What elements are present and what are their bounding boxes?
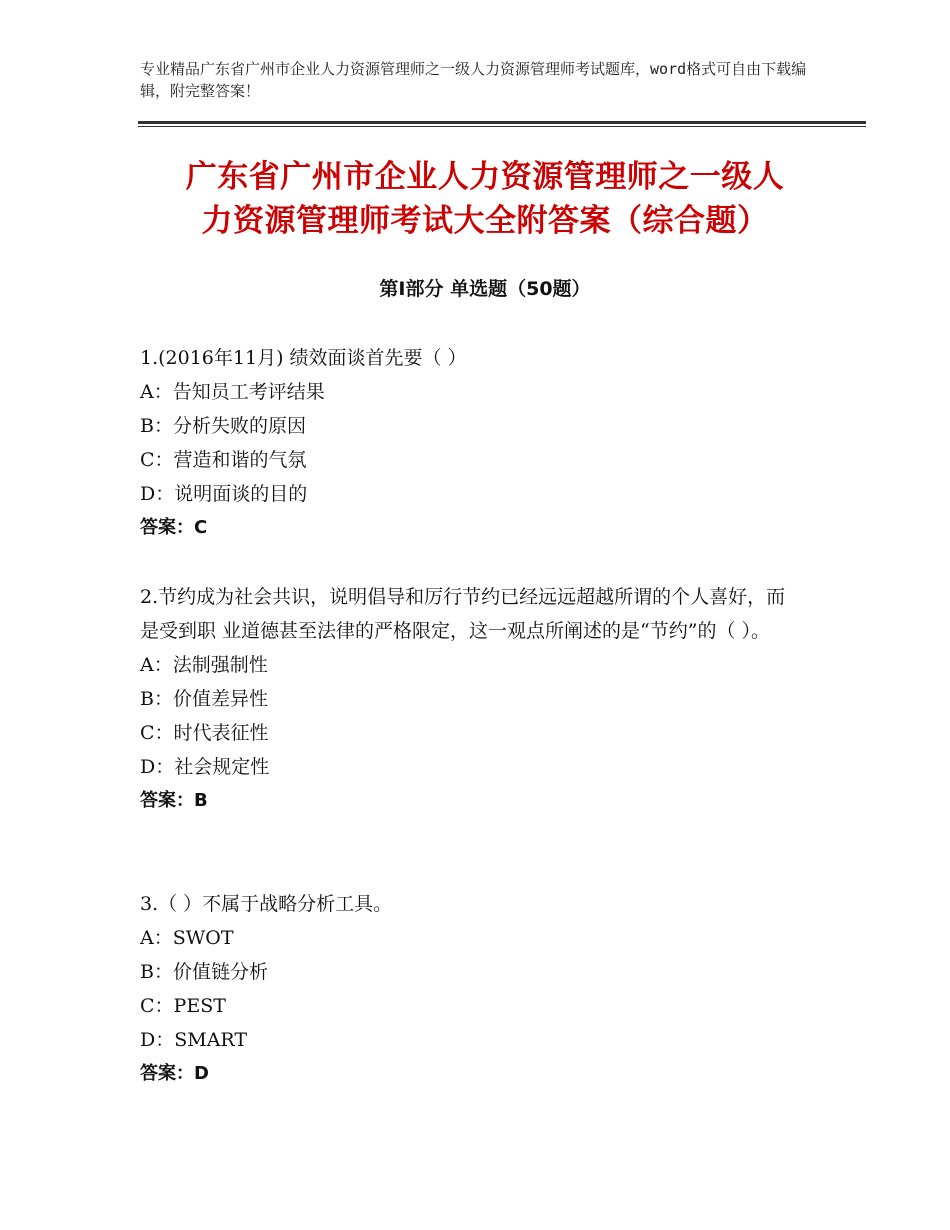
question-3 <box>140 887 800 1091</box>
option-b: B：价值差异性 <box>140 688 268 710</box>
question-stem: 1.(2016年11月) 绩效面谈首先要（ ） <box>140 347 467 369</box>
header-rule-thick <box>138 121 866 124</box>
option-a: A：法制强制性 <box>140 654 268 676</box>
question-1 <box>140 341 800 545</box>
option-a: A：告知员工考评结果 <box>140 381 325 403</box>
section-title: 第Ⅰ部分 单选题（50题） <box>379 278 591 300</box>
option-c: C：营造和谐的气氛 <box>140 449 307 471</box>
question-2 <box>140 580 800 818</box>
option-b: B：价值链分析 <box>140 961 268 983</box>
option-d: D：说明面谈的目的 <box>140 483 308 505</box>
header-note: 专业精品广东省广州市企业人力资源管理师之一级人力资源管理师考试题库，word格式可自由下载编辑，附完整答案！ <box>140 60 807 100</box>
answer-line: 答案：B <box>140 790 208 811</box>
option-c: C：PEST <box>140 995 226 1017</box>
document-title-line-2: 力资源管理师考试大全附答案（综合题） <box>201 203 769 239</box>
answer-line: 答案：C <box>140 517 208 538</box>
header-rule-thin <box>138 126 866 127</box>
document-title <box>140 155 830 243</box>
document-title-line-1: 广东省广州市企业人力资源管理师之一级人 <box>185 159 785 195</box>
option-a: A：SWOT <box>140 927 234 949</box>
question-stem: 2.节约成为社会共识，说明倡导和厉行节约已经远远超越所谓的个人喜好，而是受到职 业道德甚至法律的严格限定，这一观点所阐述的是“节约”的（ ）。 <box>140 586 786 642</box>
option-d: D：社会规定性 <box>140 756 270 778</box>
option-d: D：SMART <box>140 1029 248 1051</box>
option-c: C：时代表征性 <box>140 722 269 744</box>
option-b: B：分析失败的原因 <box>140 415 306 437</box>
answer-line: 答案：D <box>140 1063 209 1084</box>
question-stem: 3.（ ）不属于战略分析工具。 <box>140 893 393 915</box>
